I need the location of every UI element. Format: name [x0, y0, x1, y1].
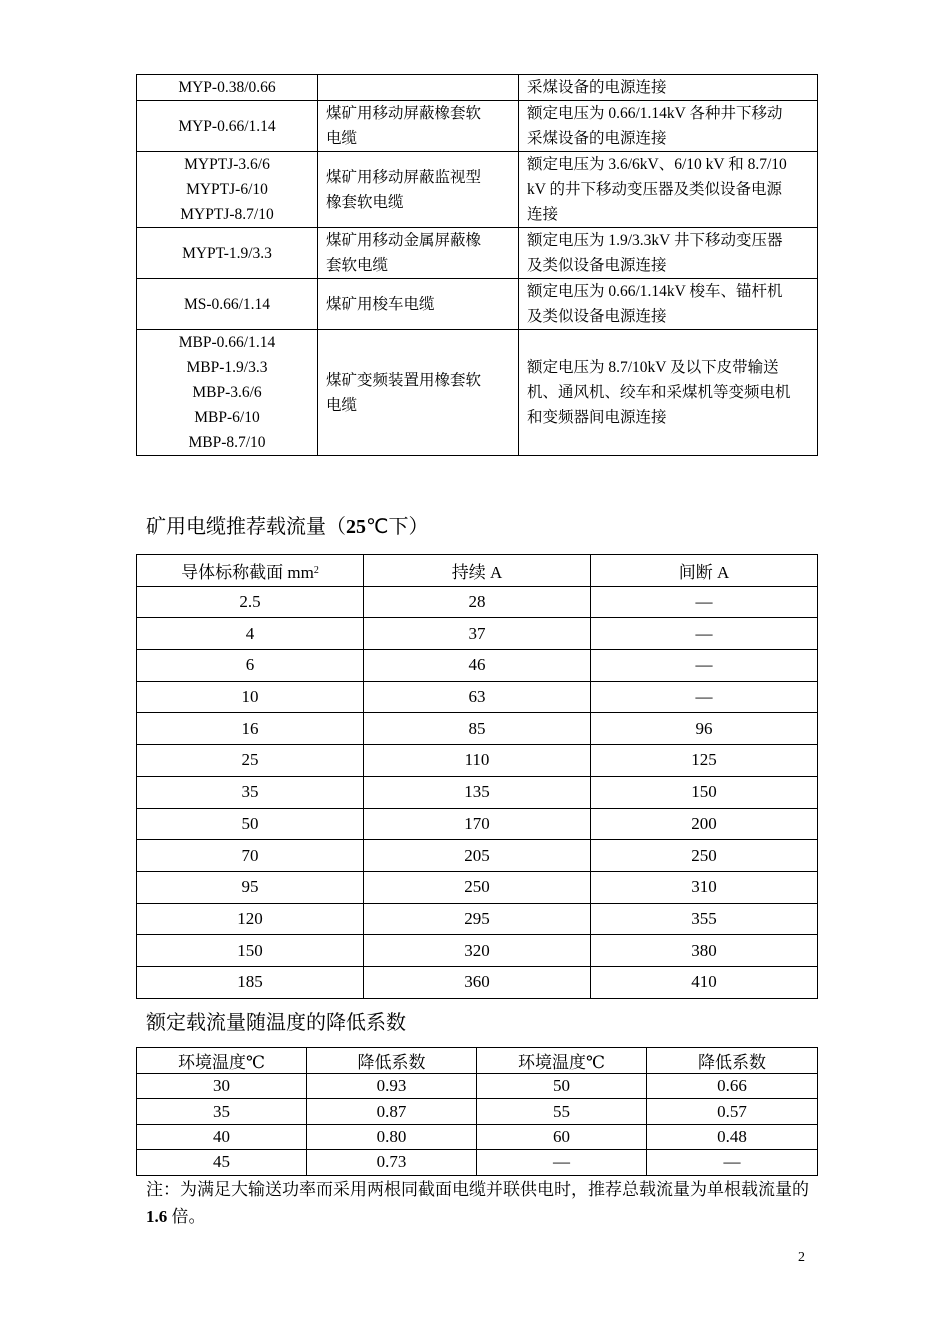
cell-line: 套软电缆 — [326, 257, 389, 274]
name-cell — [318, 75, 519, 101]
factor-cell: 0.80 — [307, 1124, 477, 1149]
section-cell: 25 — [137, 745, 364, 777]
table-row — [137, 1124, 818, 1149]
intermittent-cell: — — [591, 650, 818, 682]
usage-cell — [519, 152, 818, 228]
cell-line: MYPT-1.9/3.3 — [182, 244, 272, 262]
cell-line: MYPTJ-6/10 — [186, 181, 268, 198]
usage-cell — [519, 228, 818, 279]
table-row — [137, 75, 818, 101]
cell-line: 煤矿用移动屏蔽橡套软 — [326, 105, 482, 122]
cell-line: MYPTJ-3.6/6 — [184, 156, 270, 173]
cell-line: 采煤设备的电源连接 — [527, 79, 667, 96]
intermittent-cell: 250 — [591, 840, 818, 872]
table-row — [137, 966, 818, 998]
name-cell — [318, 101, 519, 152]
continuous-cell: 170 — [364, 808, 591, 840]
header-intermittent: 间断 A — [591, 555, 818, 587]
temp-cell: 60 — [477, 1124, 647, 1149]
header-temp-2: 环境温度℃ — [477, 1048, 647, 1074]
name-cell — [318, 330, 519, 456]
model-cell — [137, 279, 318, 330]
header-continuous: 持续 A — [364, 555, 591, 587]
factor-cell: 0.87 — [307, 1099, 477, 1124]
temp-cell: 55 — [477, 1099, 647, 1124]
temp-cell: 40 — [137, 1124, 307, 1149]
intermittent-cell: 355 — [591, 903, 818, 935]
table-row — [137, 228, 818, 279]
cell-line: 机、通风机、绞车和采煤机等变频电机 — [527, 384, 791, 401]
table-header-row — [137, 555, 818, 587]
continuous-cell: 295 — [364, 903, 591, 935]
section-cell: 16 — [137, 713, 364, 745]
continuous-cell: 135 — [364, 776, 591, 808]
section-cell: 4 — [137, 618, 364, 650]
cell-line: MYPTJ-8.7/10 — [180, 206, 274, 223]
table-row — [137, 650, 818, 682]
table-row — [137, 330, 818, 456]
intermittent-cell: — — [591, 586, 818, 618]
table-header-row — [137, 1048, 818, 1074]
usage-cell — [519, 279, 818, 330]
intermittent-cell: 310 — [591, 871, 818, 903]
factor-cell: 0.93 — [307, 1074, 477, 1099]
table-row — [137, 101, 818, 152]
cell-line: 电缆 — [326, 130, 358, 147]
header-factor-1: 降低系数 — [307, 1048, 477, 1074]
continuous-cell: 37 — [364, 618, 591, 650]
current-capacity-table — [136, 554, 818, 999]
cell-line: kV 的井下移动变压器及类似设备电源 — [527, 181, 783, 198]
cell-line: 额定电压为 8.7/10kV 及以下皮带输送 — [527, 359, 779, 376]
factor-cell: — — [647, 1150, 818, 1175]
cell-line: MYP-0.66/1.14 — [178, 117, 276, 135]
cell-line: 煤矿用移动金属屏蔽橡 — [326, 232, 482, 249]
section-cell: 95 — [137, 871, 364, 903]
section-cell: 10 — [137, 681, 364, 713]
continuous-cell: 360 — [364, 966, 591, 998]
current-capacity-title: 矿用电缆推荐载流量（25℃下） — [146, 514, 429, 538]
cell-line: 额定电压为 3.6/6kV、6/10 kV 和 8.7/10 — [527, 156, 787, 173]
section-cell: 120 — [137, 903, 364, 935]
derating-table — [136, 1047, 818, 1176]
cell-line: MBP-3.6/6 — [192, 384, 262, 401]
factor-cell: 0.73 — [307, 1150, 477, 1175]
model-cell — [137, 152, 318, 228]
derating-title: 额定载流量随温度的降低系数 — [146, 1010, 406, 1034]
continuous-cell: 250 — [364, 871, 591, 903]
intermittent-cell: — — [591, 618, 818, 650]
cell-line: 额定电压为 0.66/1.14kV 梭车、锚杆机 — [527, 283, 783, 300]
cell-line: MBP-0.66/1.14 — [178, 334, 276, 351]
continuous-cell: 85 — [364, 713, 591, 745]
table-row — [137, 903, 818, 935]
header-section: 导体标称截面 $mm^2$ — [137, 555, 364, 587]
factor-cell: 0.57 — [647, 1099, 818, 1124]
factor-cell: 0.66 — [647, 1074, 818, 1099]
cable-types-table — [136, 74, 818, 456]
factor-cell: 0.48 — [647, 1124, 818, 1149]
continuous-cell: 46 — [364, 650, 591, 682]
cell-line: 橡套软电缆 — [326, 193, 404, 211]
model-cell — [137, 330, 318, 456]
table-row — [137, 1150, 818, 1175]
cell-line: 及类似设备电源连接 — [527, 257, 667, 274]
section-cell: 35 — [137, 776, 364, 808]
continuous-cell: 320 — [364, 935, 591, 967]
cell-line: 连接 — [527, 206, 559, 223]
table-row — [137, 713, 818, 745]
table-row — [137, 871, 818, 903]
intermittent-cell: 150 — [591, 776, 818, 808]
cell-line: 煤矿用移动屏蔽监视型 — [326, 168, 482, 186]
cell-line: MS-0.66/1.14 — [183, 295, 271, 313]
continuous-cell: 110 — [364, 745, 591, 777]
cell-line: 采煤设备的电源连接 — [527, 130, 667, 147]
cell-line: 额定电压为 0.66/1.14kV 各种井下移动 — [527, 105, 783, 122]
section-cell: 2.5 — [137, 586, 364, 618]
continuous-cell: 63 — [364, 681, 591, 713]
name-cell — [318, 279, 519, 330]
temp-cell: 45 — [137, 1150, 307, 1175]
temp-cell: 35 — [137, 1099, 307, 1124]
usage-cell — [519, 75, 818, 101]
cell-line: 煤矿变频装置用橡套软 — [326, 371, 482, 389]
section-cell: 185 — [137, 966, 364, 998]
footnote: 注：为满足大输送功率而采用两根同截面电缆并联供电时，推荐总载流量为单根载流量的 1.6 倍。 — [146, 1180, 809, 1226]
table-row — [137, 776, 818, 808]
temp-cell: 30 — [137, 1074, 307, 1099]
table-row — [137, 681, 818, 713]
continuous-cell: 28 — [364, 586, 591, 618]
header-factor-2: 降低系数 — [647, 1048, 818, 1074]
table-row — [137, 1074, 818, 1099]
temp-cell: 50 — [477, 1074, 647, 1099]
intermittent-cell: 200 — [591, 808, 818, 840]
usage-cell — [519, 330, 818, 456]
section-cell: 50 — [137, 808, 364, 840]
table-row — [137, 152, 818, 228]
intermittent-cell: 96 — [591, 713, 818, 745]
cell-line: 额定电压为 1.9/3.3kV 井下移动变压器 — [527, 232, 783, 249]
cell-line: 煤矿用梭车电缆 — [326, 295, 435, 313]
table-row — [137, 586, 818, 618]
usage-cell — [519, 101, 818, 152]
name-cell — [318, 152, 519, 228]
model-cell — [137, 75, 318, 101]
continuous-cell: 205 — [364, 840, 591, 872]
cell-line: 和变频器间电源连接 — [527, 409, 667, 426]
temp-cell: — — [477, 1150, 647, 1175]
table-row — [137, 279, 818, 330]
section-cell: 6 — [137, 650, 364, 682]
model-cell — [137, 228, 318, 279]
cell-line: 电缆 — [326, 396, 358, 414]
table-row — [137, 935, 818, 967]
table-row — [137, 618, 818, 650]
cell-line: MBP-1.9/3.3 — [186, 359, 268, 376]
cell-line: MYP-0.38/0.66 — [178, 79, 276, 96]
section-cell: 70 — [137, 840, 364, 872]
table-row — [137, 1099, 818, 1124]
section-cell: 150 — [137, 935, 364, 967]
name-cell — [318, 228, 519, 279]
intermittent-cell: — — [591, 681, 818, 713]
table-row — [137, 808, 818, 840]
model-cell — [137, 101, 318, 152]
intermittent-cell: 380 — [591, 935, 818, 967]
page-number: 2 — [798, 1250, 805, 1265]
cell-line: MBP-8.7/10 — [188, 434, 266, 451]
header-temp-1: 环境温度℃ — [137, 1048, 307, 1074]
table-row — [137, 745, 818, 777]
cell-line: MBP-6/10 — [194, 409, 260, 426]
intermittent-cell: 410 — [591, 966, 818, 998]
intermittent-cell: 125 — [591, 745, 818, 777]
table-row — [137, 840, 818, 872]
cell-line: 及类似设备电源连接 — [527, 308, 667, 325]
